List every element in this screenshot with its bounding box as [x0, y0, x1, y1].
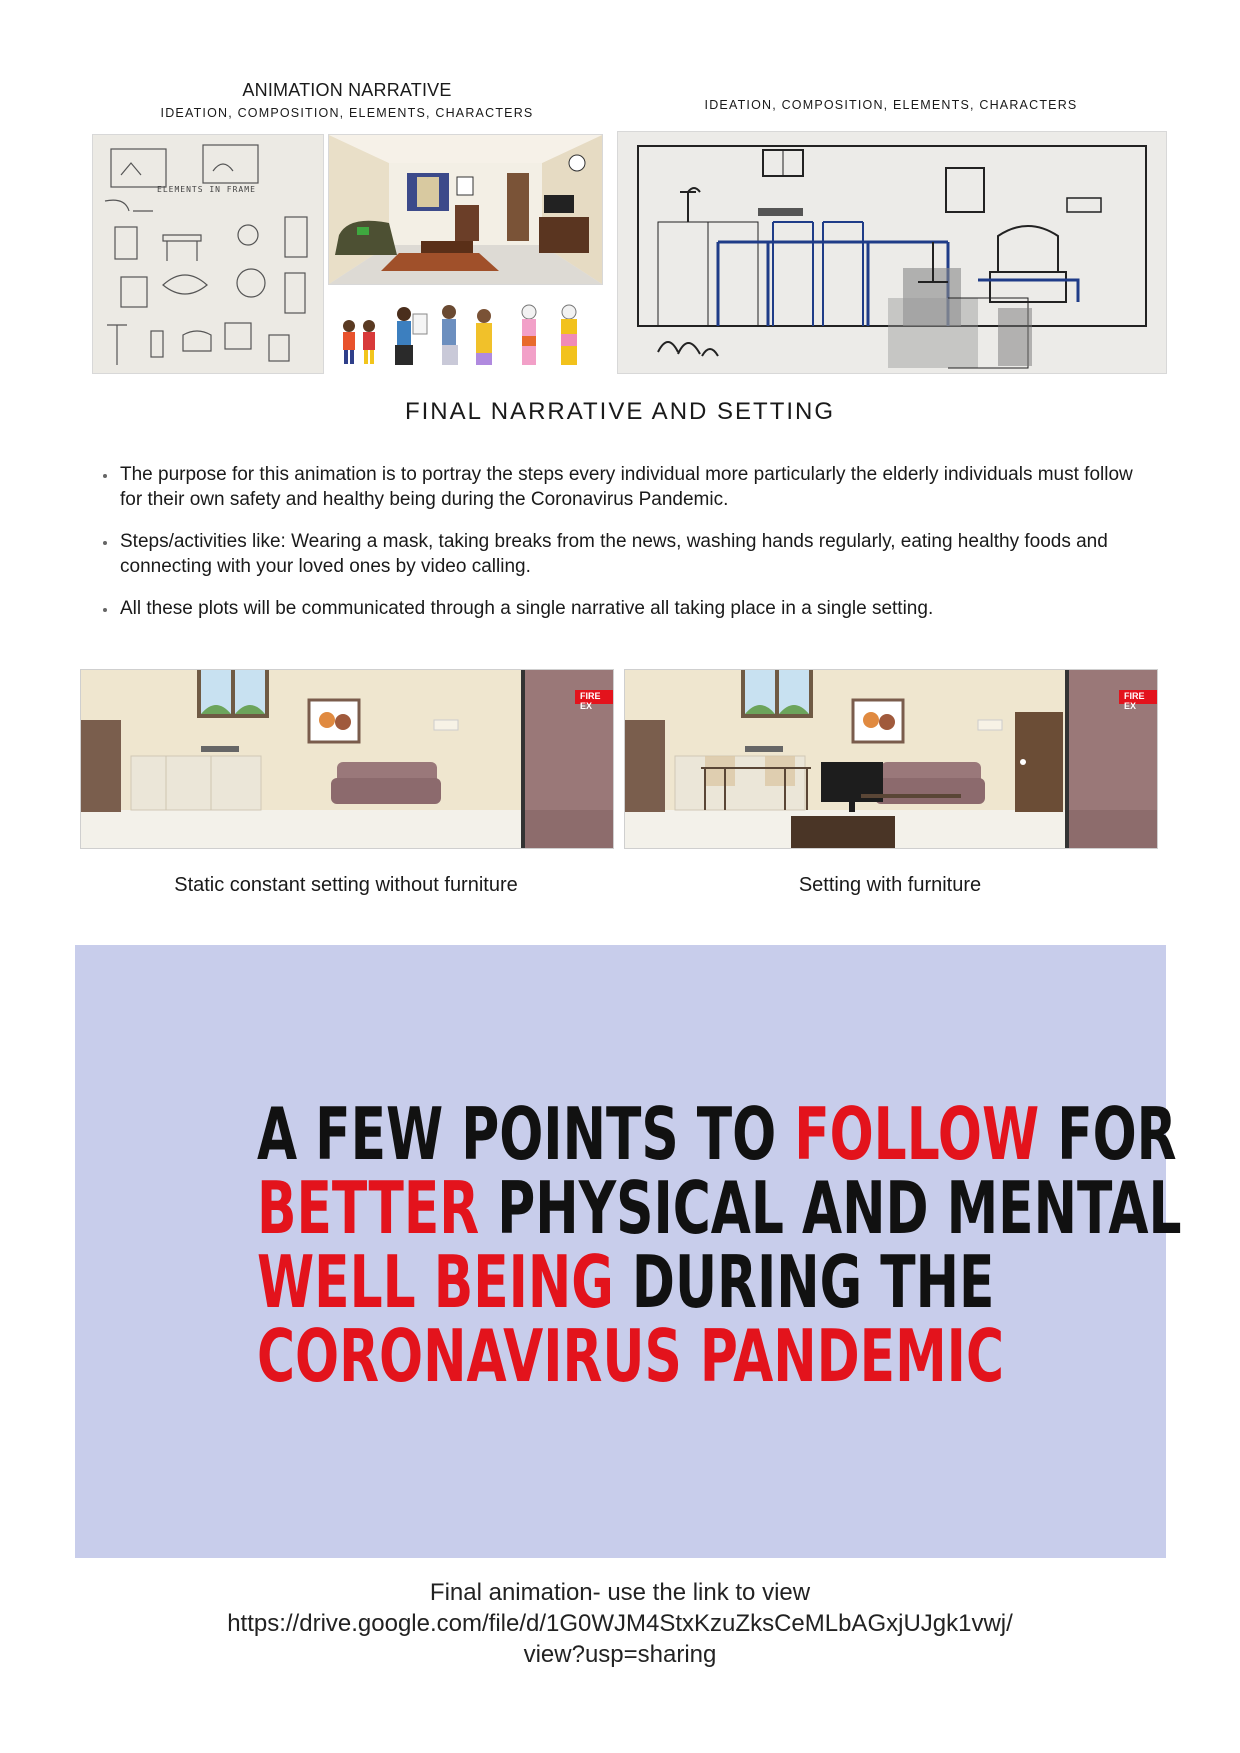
bullet-list	[98, 462, 1158, 638]
footer-caption: Final animation- use the link to view	[429, 1579, 811, 1606]
poster-line-2	[257, 1166, 1182, 1250]
left-subtitle: IDEATION, COMPOSITION, ELEMENTS, CHARACTERS	[160, 106, 534, 120]
poster-line-4	[257, 1314, 1004, 1398]
bullet-item: • Steps/activities like: Wearing a mask, taking breaks from the news, washing hands regularly, eating healthy foods and connecting with your loved ones by video calling.	[118, 529, 1158, 579]
poster-text-highlight: WELL BEING	[257, 1240, 614, 1324]
room-sketch-image	[617, 131, 1167, 374]
poster-text: FOR	[1039, 1092, 1177, 1176]
footer-link-block	[0, 1577, 1240, 1670]
room-illustration	[329, 135, 602, 284]
elements-sketch-image	[92, 134, 324, 374]
poster-text: DURING THE	[613, 1240, 995, 1324]
poster-headline	[257, 1092, 1182, 1398]
scene-caption-right: Setting with furniture	[798, 874, 982, 896]
room-sketch-drawing	[618, 132, 1166, 373]
scene-with-furniture-illustration	[625, 670, 1157, 848]
poster-text: A FEW POINTS TO	[257, 1092, 795, 1176]
bullet-item: • All these plots will be communicated through a single narrative all taking place in a single setting.	[118, 596, 1158, 621]
characters-illustration	[329, 296, 602, 373]
animation-title-poster	[75, 945, 1182, 1558]
scene-without-furniture-illustration	[81, 670, 613, 848]
animation-link[interactable]: https://drive.google.com/file/d/1G0WJM4StxKzuZksCeMLbAGxjUJgk1vwj/	[227, 1610, 1013, 1637]
poster-line-3	[257, 1240, 995, 1324]
poster-text-highlight: FOLLOW	[794, 1092, 1040, 1176]
scene-with-furniture-image	[624, 669, 1158, 849]
sketch-drawing	[93, 135, 323, 373]
poster-text-highlight: BETTER	[257, 1166, 480, 1250]
fire-exit-sign: FIRE EX	[1124, 691, 1145, 711]
bullet-item: • The purpose for this animation is to portray the steps every individual more particularly the elderly individuals must follow for their own safety and healthy being during the Coronavirus Pandemic.	[118, 462, 1158, 512]
poster-text-highlight: CORONAVIRUS PANDEMIC	[257, 1314, 1004, 1398]
elements-in-frame-label: ELEMENTS IN FRAME	[157, 185, 256, 194]
characters-image	[328, 295, 603, 374]
right-subtitle: IDEATION, COMPOSITION, ELEMENTS, CHARACTERS	[704, 98, 1078, 112]
poster-text: PHYSICAL AND MENTAL	[479, 1166, 1182, 1250]
section-title: FINAL NARRATIVE AND SETTING	[404, 398, 836, 425]
animation-link-continued[interactable]: view?usp=sharing	[523, 1641, 717, 1668]
poster-line-1	[257, 1092, 1177, 1176]
animation-narrative-title: ANIMATION NARRATIVE	[242, 80, 452, 100]
scene-without-furniture-image	[80, 669, 614, 849]
fire-exit-sign: FIRE EX	[580, 691, 601, 711]
rendered-room-image	[328, 134, 603, 285]
scene-caption-left: Static constant setting without furniture	[174, 874, 518, 896]
